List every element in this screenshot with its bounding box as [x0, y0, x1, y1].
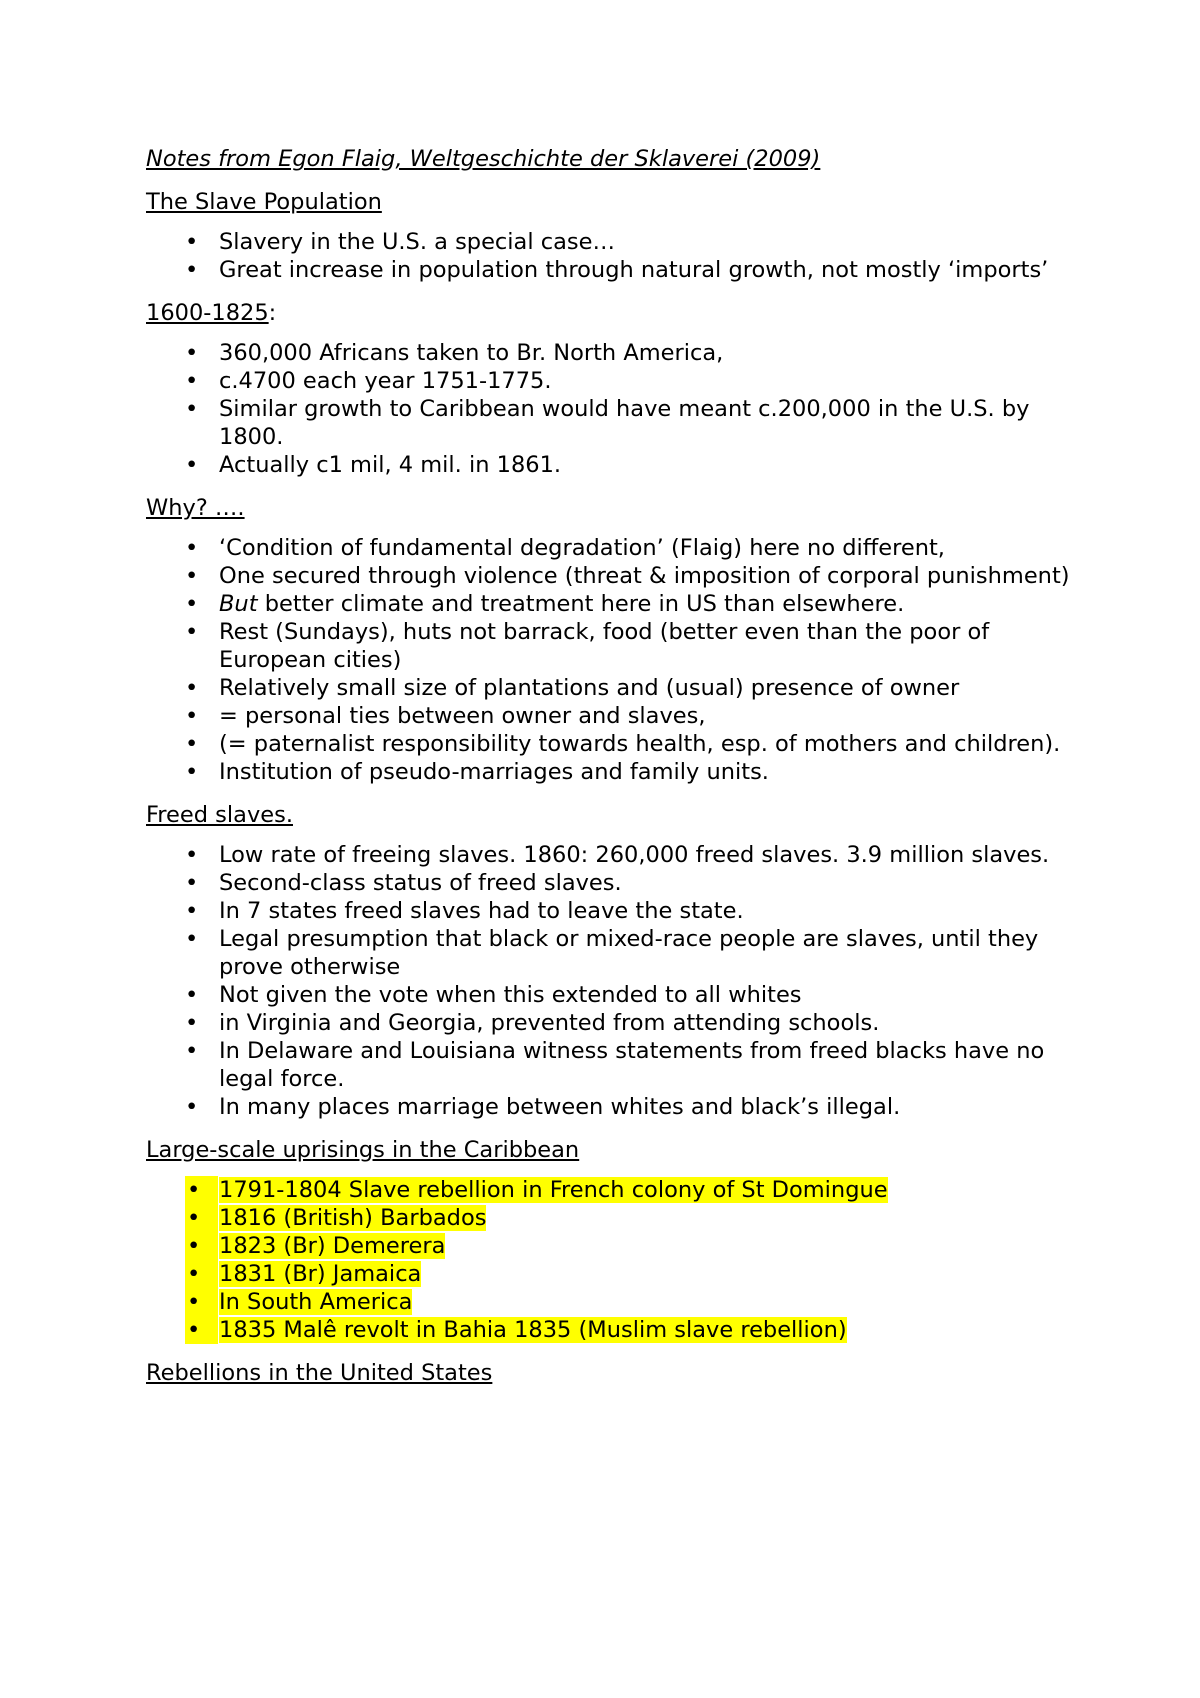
list-item: • In 7 states freed slaves had to leave the state.: [185, 898, 744, 924]
list-item: • in Virginia and Georgia, prevented from attending schools.: [185, 1010, 880, 1036]
highlighted-text: In South America: [219, 1289, 413, 1315]
bullet-icon: •: [185, 1316, 218, 1344]
list-item: • In Delaware and Louisiana witness statements from freed blacks have no legal force.: [185, 1038, 1045, 1092]
list-item: • Actually c1 mil, 4 mil. in 1861.: [185, 452, 562, 478]
highlighted-text: 1831 (Br) Jamaica: [219, 1261, 422, 1287]
bullet-icon: •: [185, 898, 199, 924]
document-page: [146, 144, 1076, 1399]
document-title: Notes from Egon Flaig, Weltgeschichte der Sklaverei (2009): [146, 146, 821, 172]
italic-emphasis: But: [219, 591, 258, 617]
bullet-icon: •: [185, 1038, 199, 1064]
highlighted-text: 1816 (British) Barbados: [219, 1205, 487, 1231]
bullet-icon: •: [185, 1204, 218, 1232]
bullet-icon: •: [185, 703, 199, 729]
bullet-icon: •: [185, 675, 199, 701]
list-item: • 360,000 Africans taken to Br. North America,: [185, 340, 724, 366]
list-item: • Great increase in population through natural growth, not mostly ‘imports’: [185, 257, 1049, 283]
bullet-icon: •: [185, 870, 199, 896]
bullet-icon: •: [185, 368, 199, 394]
list-item: • (= paternalist responsibility towards health, esp. of mothers and children).: [185, 731, 1061, 757]
bullet-icon: •: [185, 1260, 218, 1288]
section-heading-slave-population: The Slave Population: [146, 189, 382, 215]
list-item: [146, 1316, 1076, 1344]
list-item: [146, 1288, 1076, 1316]
bullet-list-1600-1825: [146, 339, 1076, 479]
section-heading-us-rebellions: Rebellions in the United States: [146, 1360, 493, 1386]
list-item: • Similar growth to Caribbean would have meant c.200,000 in the U.S. by 1800.: [185, 396, 1030, 450]
bullet-icon: •: [185, 982, 199, 1008]
highlighted-text: 1791-1804 Slave rebellion in French colony of St Domingue: [219, 1177, 888, 1203]
section-heading-why: Why? ….: [146, 495, 245, 521]
bullet-icon: •: [185, 1010, 199, 1036]
bullet-list-caribbean-uprisings: [146, 1176, 1076, 1344]
bullet-icon: •: [185, 842, 199, 868]
list-item: • Rest (Sundays), huts not barrack, food (better even than the poor of European cities): [185, 619, 990, 673]
section-heading-1600-1825: 1600-1825:: [146, 300, 277, 326]
bullet-icon: •: [185, 340, 199, 366]
list-item: • = personal ties between owner and slaves,: [185, 703, 706, 729]
bullet-icon: •: [185, 1094, 199, 1120]
list-item: • Second-class status of freed slaves.: [185, 870, 622, 896]
list-item: • One secured through violence (threat & imposition of corporal punishment): [185, 563, 1070, 589]
bullet-list-why: [146, 534, 1076, 786]
list-item: • Legal presumption that black or mixed-race people are slaves, until they prove otherwise: [185, 926, 1039, 980]
list-item: [146, 1204, 1076, 1232]
list-item: • c.4700 each year 1751-1775.: [185, 368, 552, 394]
bullet-icon: •: [185, 1232, 218, 1260]
bullet-icon: •: [185, 396, 199, 422]
section-heading-caribbean-uprisings: Large-scale uprisings in the Caribbean: [146, 1137, 580, 1163]
bullet-icon: •: [185, 535, 199, 561]
list-item: • But better climate and treatment here in US than elsewhere.: [185, 591, 905, 617]
list-item: [146, 1260, 1076, 1288]
list-item: [146, 1176, 1076, 1204]
list-item: [146, 1232, 1076, 1260]
list-item: • ‘Condition of fundamental degradation’ (Flaig) here no different,: [185, 535, 945, 561]
list-item: • Slavery in the U.S. a special case…: [185, 229, 615, 255]
bullet-icon: •: [185, 1288, 218, 1316]
bullet-icon: •: [185, 759, 199, 785]
bullet-list-slave-population: [146, 228, 1076, 284]
bullet-icon: •: [185, 731, 199, 757]
bullet-icon: •: [185, 926, 199, 952]
bullet-icon: •: [185, 619, 199, 645]
bullet-icon: •: [185, 591, 199, 617]
bullet-icon: •: [185, 1176, 218, 1204]
list-item: • Institution of pseudo-marriages and family units.: [185, 759, 769, 785]
list-item: • Relatively small size of plantations and (usual) presence of owner: [185, 675, 960, 701]
bullet-icon: •: [185, 452, 199, 478]
section-heading-freed-slaves: Freed slaves.: [146, 802, 293, 828]
bullet-icon: •: [185, 257, 199, 283]
bullet-list-freed-slaves: [146, 841, 1076, 1121]
list-item: • Low rate of freeing slaves. 1860: 260,000 freed slaves. 3.9 million slaves.: [185, 842, 1050, 868]
list-item: • Not given the vote when this extended to all whites: [185, 982, 802, 1008]
highlighted-text: 1835 Malê revolt in Bahia 1835 (Muslim slave rebellion): [219, 1317, 847, 1343]
highlighted-text: 1823 (Br) Demerera: [219, 1233, 446, 1259]
bullet-icon: •: [185, 229, 199, 255]
list-item: • In many places marriage between whites and black’s illegal.: [185, 1094, 901, 1120]
bullet-icon: •: [185, 563, 199, 589]
